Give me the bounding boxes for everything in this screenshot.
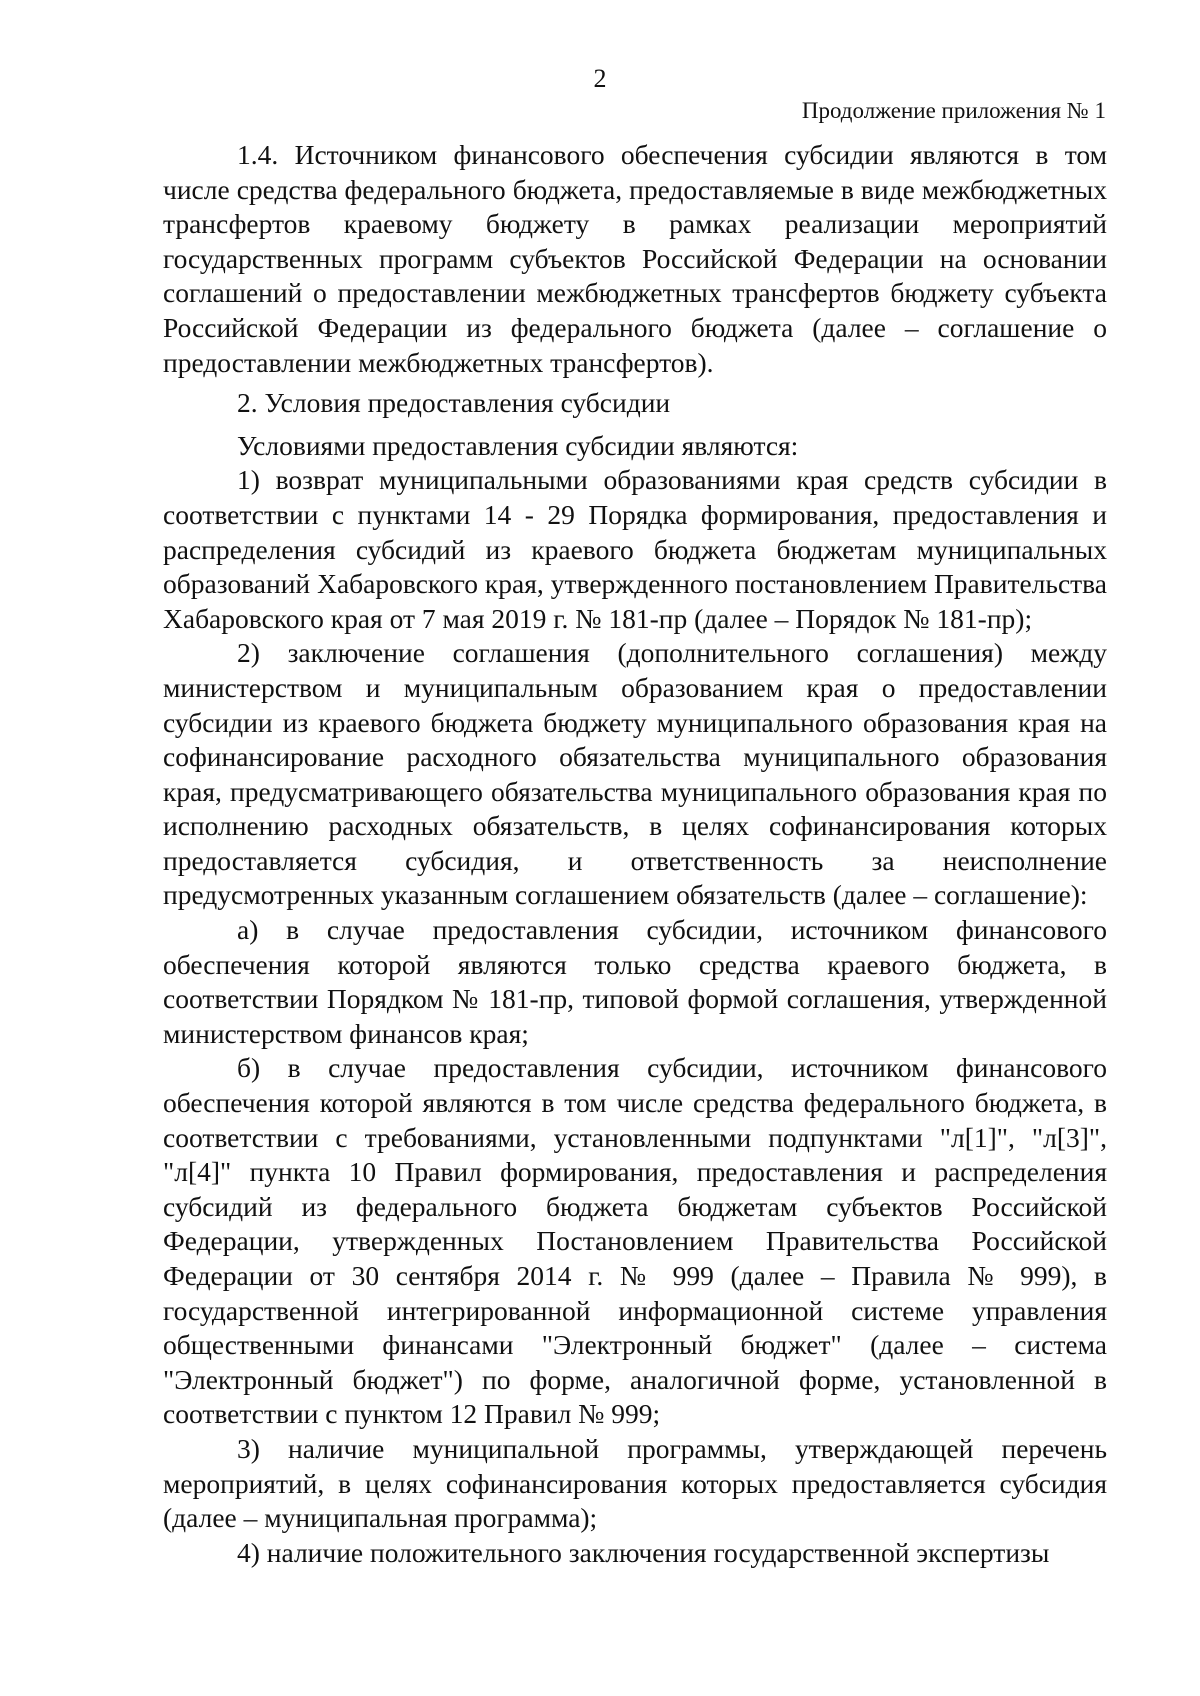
condition-2-b: б) в случае предоставления субсидии, источником финансового обеспечения которой являются в том числе средства федерального бюджета, в соответствии с требованиями, установленными подпунктами "л[1]", "л[3]", "л[4]" пункта 10 Правил формирования, предоставления и распределения субсидий из федерального бюджета бюджетам субъектов Российской Федерации, утвержденных Постановлением Правительства Российской Федерации от 30 сентября 2014 г. № 999 (далее – Правила № 999), в государственной интегрированной информационной системе управления общественными финансами "Электронный бюджет" (далее – система "Электронный бюджет") по форме, аналогичной форме, установленной в соответствии с пунктом 12 Правил № 999; (163, 1052, 1107, 1430)
document-body (163, 138, 1107, 1570)
page-number: 2 (593, 64, 607, 93)
conditions-intro: Условиями предоставления субсидии являются: (237, 429, 799, 461)
condition-4: 4) наличие положительного заключения государственной экспертизы (237, 1536, 1050, 1568)
appendix-continuation-label: Продолжение приложения № 1 (801, 98, 1106, 123)
condition-3: 3) наличие муниципальной программы, утверждающей перечень мероприятий, в целях софинансирования которых предоставляется субсидия (далее – муниципальная программа); (163, 1432, 1107, 1534)
condition-1: 1) возврат муниципальными образованиями края средств субсидии в соответствии с пунктами 14 - 29 Порядка формирования, предоставления и распределения субсидий из краевого бюджета бюджетам муниципальных образований Хабаровского края, утвержденного постановлением Правительства Хабаровского края от 7 мая 2019 г. № 181-пр (далее – Порядок № 181-пр); (163, 464, 1107, 634)
condition-2: 2) заключение соглашения (дополнительного соглашения) между министерством и муниципальным образованием края о предоставлении субсидии из краевого бюджета бюджету муниципального образования края на софинансирование расходного обязательства муниципального образования края, предусматривающего обязательства муниципального образования края по исполнению расходных обязательств, в целях софинансирования которых предоставляется субсидия, и ответственность за неисполнение предусмотренных указанным соглашением обязательств (далее – соглашение): (163, 637, 1107, 911)
paragraph-1-4: 1.4. Источником финансового обеспечения субсидии являются в том числе средства федерального бюджета, предоставляемые в виде межбюджетных трансфертов краевому бюджету в рамках реализации мероприятий государственных программ субъектов Российской Федерации на основании соглашений о предоставлении межбюджетных трансфертов бюджету субъекта Российской Федерации из федерального бюджета (далее – соглашение о предоставлении межбюджетных трансфертов). (163, 139, 1107, 378)
condition-2-a: а) в случае предоставления субсидии, источником финансового обеспечения которой являются только средства краевого бюджета, в соответствии Порядком № 181-пр, типовой формой соглашения, утвержденной министерством финансов края; (163, 914, 1107, 1049)
section-heading-2: 2. Условия предоставления субсидии (237, 387, 671, 419)
